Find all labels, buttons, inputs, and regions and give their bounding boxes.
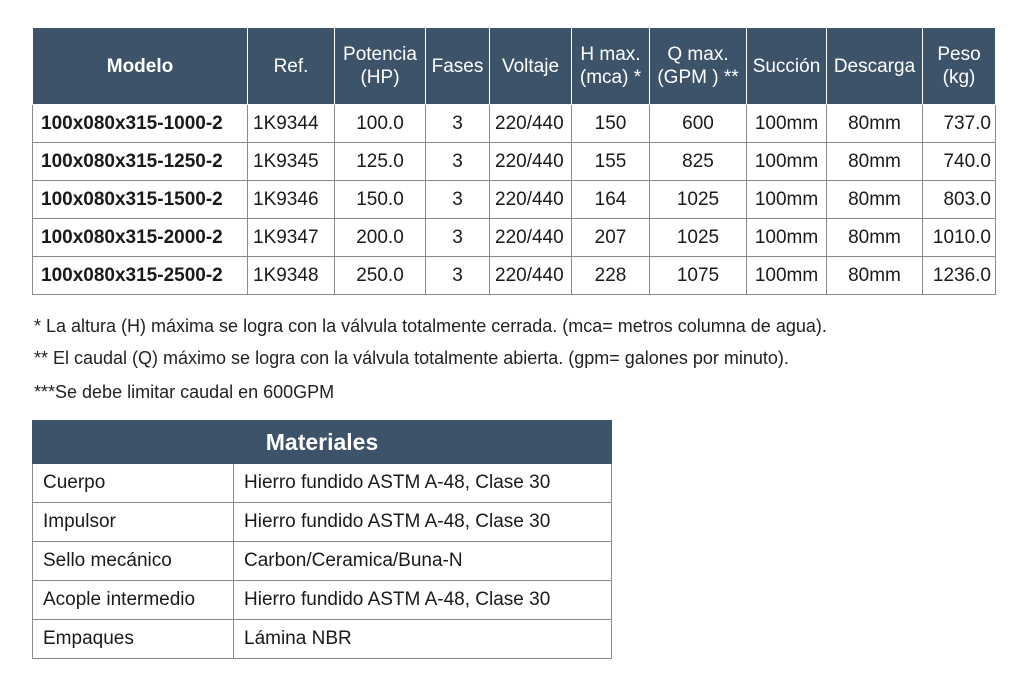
note-altura: * La altura (H) máxima se logra con la válvula totalmente cerrada. (mca= metros columna de agua).: [34, 316, 827, 336]
cell-peso: 740.0: [923, 143, 996, 181]
material-part: Empaques: [33, 620, 234, 659]
cell-voltaje: 220/440: [490, 257, 572, 295]
cell-succion: 100mm: [747, 181, 827, 219]
table-row: [33, 257, 996, 295]
cell-q-max: 1025: [650, 219, 747, 257]
cell-succion: 100mm: [747, 143, 827, 181]
cell-modelo: 100x080x315-2500-2: [33, 257, 248, 295]
table-row: [33, 464, 612, 503]
cell-potencia: 100.0: [335, 105, 426, 143]
material-spec: Hierro fundido ASTM A-48, Clase 30: [234, 581, 612, 620]
material-part: Acople intermedio: [33, 581, 234, 620]
material-part: Sello mecánico: [33, 542, 234, 581]
cell-potencia: 200.0: [335, 219, 426, 257]
table-row: [33, 143, 996, 181]
material-part: Impulsor: [33, 503, 234, 542]
cell-succion: 100mm: [747, 105, 827, 143]
cell-h-max: 155: [572, 143, 650, 181]
cell-modelo: 100x080x315-1500-2: [33, 181, 248, 219]
cell-fases: 3: [426, 219, 490, 257]
table-row: [33, 581, 612, 620]
cell-fases: 3: [426, 181, 490, 219]
cell-h-max: 228: [572, 257, 650, 295]
table-row: [33, 542, 612, 581]
cell-descarga: 80mm: [827, 105, 923, 143]
cell-succion: 100mm: [747, 257, 827, 295]
material-spec: Carbon/Ceramica/Buna-N: [234, 542, 612, 581]
spec-table: [32, 27, 996, 295]
header-h-max: H max. (mca) *: [572, 28, 650, 105]
header-q-max: Q max. (GPM ) **: [650, 28, 747, 105]
cell-modelo: 100x080x315-2000-2: [33, 219, 248, 257]
cell-q-max: 1025: [650, 181, 747, 219]
cell-h-max: 150: [572, 105, 650, 143]
cell-potencia: 125.0: [335, 143, 426, 181]
cell-descarga: 80mm: [827, 181, 923, 219]
cell-fases: 3: [426, 143, 490, 181]
note-limite-caudal: ***Se debe limitar caudal en 600GPM: [34, 382, 335, 402]
cell-peso: 1010.0: [923, 219, 996, 257]
cell-ref: 1K9345: [248, 143, 335, 181]
header-voltaje: Voltaje: [490, 28, 572, 105]
header-fases: Fases: [426, 28, 490, 105]
cell-fases: 3: [426, 257, 490, 295]
table-row: [33, 219, 996, 257]
material-spec: Lámina NBR: [234, 620, 612, 659]
header-potencia: Potencia (HP): [335, 28, 426, 105]
cell-potencia: 250.0: [335, 257, 426, 295]
cell-descarga: 80mm: [827, 219, 923, 257]
cell-peso: 1236.0: [923, 257, 996, 295]
material-part: Cuerpo: [33, 464, 234, 503]
cell-ref: 1K9344: [248, 105, 335, 143]
cell-h-max: 164: [572, 181, 650, 219]
header-peso: Peso (kg): [923, 28, 996, 105]
cell-succion: 100mm: [747, 219, 827, 257]
spec-header-row: [33, 28, 996, 105]
table-row: [33, 503, 612, 542]
cell-ref: 1K9347: [248, 219, 335, 257]
cell-ref: 1K9348: [248, 257, 335, 295]
cell-modelo: 100x080x315-1250-2: [33, 143, 248, 181]
cell-peso: 737.0: [923, 105, 996, 143]
cell-potencia: 150.0: [335, 181, 426, 219]
cell-voltaje: 220/440: [490, 181, 572, 219]
cell-peso: 803.0: [923, 181, 996, 219]
cell-descarga: 80mm: [827, 257, 923, 295]
cell-modelo: 100x080x315-1000-2: [33, 105, 248, 143]
cell-descarga: 80mm: [827, 143, 923, 181]
table-row: [33, 105, 996, 143]
header-ref: Ref.: [248, 28, 335, 105]
header-succion: Succión: [747, 28, 827, 105]
table-row: [33, 620, 612, 659]
material-spec: Hierro fundido ASTM A-48, Clase 30: [234, 464, 612, 503]
header-descarga: Descarga: [827, 28, 923, 105]
material-spec: Hierro fundido ASTM A-48, Clase 30: [234, 503, 612, 542]
cell-voltaje: 220/440: [490, 143, 572, 181]
note-caudal: ** El caudal (Q) máximo se logra con la válvula totalmente abierta. (gpm= galones por minuto).: [34, 348, 789, 368]
cell-fases: 3: [426, 105, 490, 143]
cell-ref: 1K9346: [248, 181, 335, 219]
table-row: [33, 181, 996, 219]
cell-q-max: 825: [650, 143, 747, 181]
cell-q-max: 600: [650, 105, 747, 143]
header-modelo: Modelo: [33, 28, 248, 105]
materials-table: [32, 420, 612, 659]
cell-voltaje: 220/440: [490, 105, 572, 143]
cell-voltaje: 220/440: [490, 219, 572, 257]
cell-h-max: 207: [572, 219, 650, 257]
materials-title: Materiales: [33, 421, 612, 464]
cell-q-max: 1075: [650, 257, 747, 295]
